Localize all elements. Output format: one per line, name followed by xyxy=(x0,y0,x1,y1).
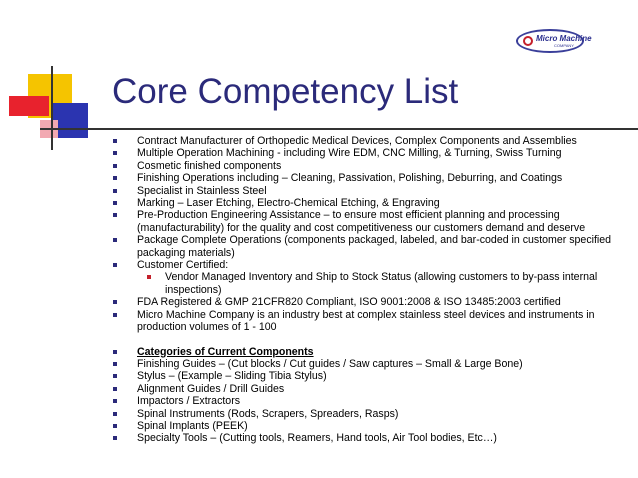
title-underline xyxy=(40,128,638,130)
competency-list xyxy=(110,135,630,445)
list-item: Specialist in Stainless Steel xyxy=(110,185,630,197)
bullet-icon xyxy=(113,238,117,242)
list-item: Multiple Operation Machining - including Wire EDM, CNC Milling, & Turning, Swiss Turning xyxy=(110,147,630,159)
list-item: Customer Certified: xyxy=(110,259,630,271)
category-item: Stylus – (Example – Sliding Tibia Stylus) xyxy=(110,370,630,382)
bullet-icon xyxy=(113,362,117,366)
bullet-icon xyxy=(113,350,117,354)
bullet-icon xyxy=(113,424,117,428)
decor-red-square xyxy=(9,96,49,116)
decor-vertical-line xyxy=(51,66,53,150)
list-item: Package Complete Operations (components packaged, labeled, and bar-coded in customer specified packaging materials) xyxy=(110,234,630,259)
sub-list-item: Vendor Managed Inventory and Ship to Stock Status (allowing customers to by-pass internal inspections) xyxy=(110,271,630,296)
bullet-icon xyxy=(113,189,117,193)
list-item: Finishing Operations including – Cleaning, Passivation, Polishing, Deburring, and Coatings xyxy=(110,172,630,184)
bullet-icon xyxy=(113,399,117,403)
bullet-icon xyxy=(113,139,117,143)
bullet-icon xyxy=(113,151,117,155)
categories-heading: Categories of Current Components xyxy=(137,345,314,358)
sub-bullet-icon xyxy=(147,275,151,279)
decor-blue-square xyxy=(53,103,88,138)
logo-emblem-icon xyxy=(523,36,533,46)
bullet-icon xyxy=(113,300,117,304)
bullet-icon xyxy=(113,374,117,378)
category-item: Specialty Tools – (Cutting tools, Reamers, Hand tools, Air Tool bodies, Etc…) xyxy=(110,432,630,444)
category-item: Spinal Instruments (Rods, Scrapers, Spreaders, Rasps) xyxy=(110,408,630,420)
bullet-icon xyxy=(113,263,117,267)
category-item: Alignment Guides / Drill Guides xyxy=(110,383,630,395)
company-logo xyxy=(516,29,592,53)
bullet-icon xyxy=(113,213,117,217)
bullet-icon xyxy=(113,164,117,168)
bullet-icon xyxy=(113,313,117,317)
logo-name: Micro Machine xyxy=(536,34,592,43)
list-item: Contract Manufacturer of Orthopedic Medical Devices, Complex Components and Assemblies xyxy=(110,135,630,147)
page-title: Core Competency List xyxy=(112,72,459,111)
list-item: Cosmetic finished components xyxy=(110,160,630,172)
bullet-icon xyxy=(113,201,117,205)
list-item: Pre-Production Engineering Assistance – to ensure most efficient planning and processing (manufacturability) for the quality and cost competitiveness our customers demand and deserve xyxy=(110,209,630,234)
category-item: Spinal Implants (PEEK) xyxy=(110,420,630,432)
category-item: Finishing Guides – (Cut blocks / Cut guides / Saw captures – Small & Large Bone) xyxy=(110,358,630,370)
categories-heading-item xyxy=(110,346,630,358)
bullet-icon xyxy=(113,176,117,180)
bullet-icon xyxy=(113,387,117,391)
logo-subtext: COMPANY xyxy=(554,43,574,48)
category-item: Impactors / Extractors xyxy=(110,395,630,407)
bullet-icon xyxy=(113,412,117,416)
list-item: FDA Registered & GMP 21CFR820 Compliant, ISO 9001:2008 & ISO 13485:2003 certified xyxy=(110,296,630,308)
bullet-icon xyxy=(113,436,117,440)
list-item: Marking – Laser Etching, Electro-Chemical Etching, & Engraving xyxy=(110,197,630,209)
list-item: Micro Machine Company is an industry best at complex stainless steel devices and instruments in production volumes of 1 - 100 xyxy=(110,309,630,334)
